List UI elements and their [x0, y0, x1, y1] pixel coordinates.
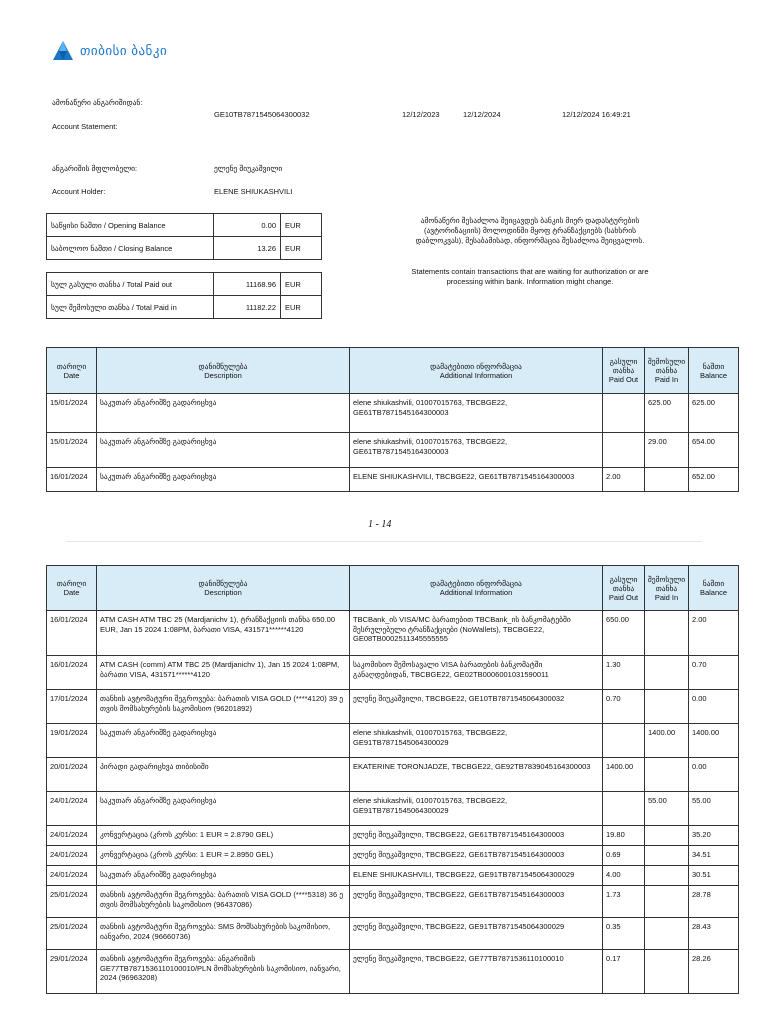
column-header-date: თარიღი Date: [47, 348, 97, 394]
row-balance: 35.20: [689, 826, 739, 846]
row-date: 15/01/2024: [47, 433, 97, 468]
table-row: [47, 394, 739, 433]
account-holder-label-en: Account Holder:: [52, 187, 106, 196]
row-additional-info: elene shiukashvili, 01007015763, TBCBGE22, GE61TB7871545164300003: [350, 433, 603, 468]
total-paid-in-label: სულ შემოსული თანხა / Total Paid in: [47, 296, 214, 319]
row-description: თანხის ავტომატური შეგროვება: SMS მომსახურების საკომისიო, იანვარი, 2024 (96660736): [97, 918, 350, 950]
row-description: კონვერტაცია (კროს კურსი: 1 EUR = 2.8950 GEL): [97, 846, 350, 866]
column-header-paid-out: გასული თანხა Paid Out: [603, 348, 645, 394]
row-balance: 55.00: [689, 792, 739, 826]
row-paid-out: 19.80: [603, 826, 645, 846]
row-date: 19/01/2024: [47, 724, 97, 758]
row-date: 29/01/2024: [47, 950, 97, 994]
row-paid-out: 2.00: [603, 468, 645, 492]
row-date: 24/01/2024: [47, 826, 97, 846]
table-row: [47, 724, 739, 758]
row-additional-info: ELENE SHIUKASHVILI, TBCBGE22, GE91TB7871545064300029: [350, 866, 603, 886]
table-row: [47, 656, 739, 690]
table-row: [47, 846, 739, 866]
column-header-balance: ნაშთი Balance: [689, 566, 739, 611]
row-balance: 654.00: [689, 433, 739, 468]
bank-logo: [52, 40, 167, 62]
row-date: 24/01/2024: [47, 792, 97, 826]
row-description: საკუთარ ანგარიშზე გადარიცხვა: [97, 724, 350, 758]
bank-logo-icon: [52, 40, 74, 62]
row-additional-info: elene shiukashvili, 01007015763, TBCBGE22, GE91TB7871545064300029: [350, 792, 603, 826]
page-number: 1 - 14: [368, 519, 392, 530]
row-additional-info: TBCBank_ის VISA/MC ბარათებით TBCBank_ის ბანკომატებში შესრულებული ტრანზაქციები (NoWallets), TBCBGE22, GE08TB0002511345555555: [350, 611, 603, 656]
column-header-paid-in: შემოსული თანხა Paid In: [645, 566, 689, 611]
total-paid-in-row: [47, 296, 322, 319]
closing-balance-value: 13.26: [214, 237, 281, 260]
row-balance: 1400.00: [689, 724, 739, 758]
row-description: ATM CASH (comm) ATM TBC 25 (Mardjanichv 1), Jan 15 2024 1:08PM, ბარათი VISA, 431571******4120: [97, 656, 350, 690]
row-paid-in: [645, 866, 689, 886]
row-date: 25/01/2024: [47, 886, 97, 918]
table-header-row: [47, 348, 739, 394]
row-description: საკუთარ ანგარიშზე გადარიცხვა: [97, 866, 350, 886]
table-row: [47, 758, 739, 792]
closing-balance-row: [47, 237, 322, 260]
row-paid-in: [645, 656, 689, 690]
row-description: საკუთარ ანგარიშზე გადარიცხვა: [97, 394, 350, 433]
row-additional-info: საკომისიო შემოსავალი VISA ბარათების ბანკომატში განაღდებიდან, TBCBGE22, GE02TB0006001031590011: [350, 656, 603, 690]
column-header-date: თარიღი Date: [47, 566, 97, 611]
account-statement-label-geo: ამონაწერი ანგარიშიდან:: [52, 98, 143, 107]
row-paid-in: 625.00: [645, 394, 689, 433]
table-row: [47, 950, 739, 994]
row-paid-in: [645, 468, 689, 492]
table-row: [47, 826, 739, 846]
row-description: საკუთარ ანგარიშზე გადარიცხვა: [97, 468, 350, 492]
opening-balance-currency: EUR: [281, 214, 322, 237]
column-header-balance: ნაშთი Balance: [689, 348, 739, 394]
row-paid-in: 55.00: [645, 792, 689, 826]
total-paid-out-value: 11168.96: [214, 273, 281, 296]
table-row: [47, 886, 739, 918]
row-paid-out: [603, 724, 645, 758]
total-paid-out-currency: EUR: [281, 273, 322, 296]
row-description: საკუთარ ანგარიშზე გადარიცხვა: [97, 792, 350, 826]
row-balance: 625.00: [689, 394, 739, 433]
closing-balance-label: საბოლოო ნაშთი / Closing Balance: [47, 237, 214, 260]
table-row: [47, 866, 739, 886]
row-paid-out: 650.00: [603, 611, 645, 656]
row-additional-info: ELENE SHIUKASHVILI, TBCBGE22, GE61TB7871545164300003: [350, 468, 603, 492]
row-additional-info: ელენე შიუკაშვილი, TBCBGE22, GE10TB7871545064300032: [350, 690, 603, 724]
row-balance: 0.00: [689, 690, 739, 724]
row-date: 16/01/2024: [47, 468, 97, 492]
row-additional-info: EKATERINE TORONJADZE, TBCBGE22, GE92TB7839045164300003: [350, 758, 603, 792]
row-paid-in: [645, 886, 689, 918]
row-paid-out: 0.17: [603, 950, 645, 994]
row-paid-out: 1.73: [603, 886, 645, 918]
row-additional-info: ელენე შიუკაშვილი, TBCBGE22, GE61TB7871545164300003: [350, 846, 603, 866]
generated-at: 12/12/2024 16:49:21: [562, 110, 631, 119]
transactions-table-page-1: [46, 347, 739, 492]
row-description: თანხის ავტომატური შეგროვება: ბარათის VISA GOLD (****4120) 39 ე თვის მომსახურების საკომისიო (96201892): [97, 690, 350, 724]
row-balance: 2.00: [689, 611, 739, 656]
closing-balance-currency: EUR: [281, 237, 322, 260]
row-additional-info: elene shiukashvili, 01007015763, TBCBGE22, GE91TB7871545064300029: [350, 724, 603, 758]
account-number: GE10TB7871545064300032: [214, 110, 310, 119]
row-paid-in: [645, 846, 689, 866]
table-row: [47, 468, 739, 492]
row-additional-info: ელენე შიუკაშვილი, TBCBGE22, GE77TB7871536110100010: [350, 950, 603, 994]
row-paid-in: [645, 950, 689, 994]
account-holder-name-en: ELENE SHIUKASHVILI: [214, 187, 293, 196]
row-balance: 28.26: [689, 950, 739, 994]
account-statement-label-en: Account Statement:: [52, 122, 118, 131]
total-paid-out-label: სულ გასული თანხა / Total Paid out: [47, 273, 214, 296]
table-row: [47, 918, 739, 950]
column-header-description: დანიშნულება Description: [97, 348, 350, 394]
table-row: [47, 433, 739, 468]
column-header-additional-info: დამატებითი ინფორმაცია Additional Information: [350, 348, 603, 394]
row-paid-in: 1400.00: [645, 724, 689, 758]
row-paid-out: [603, 433, 645, 468]
row-date: 15/01/2024: [47, 394, 97, 433]
row-description: საკუთარ ანგარიშზე გადარიცხვა: [97, 433, 350, 468]
balance-table-opening-closing: [46, 213, 322, 260]
row-paid-out: 1400.00: [603, 758, 645, 792]
row-paid-out: [603, 394, 645, 433]
row-paid-out: [603, 792, 645, 826]
opening-balance-label: საწყისი ნაშთი / Opening Balance: [47, 214, 214, 237]
row-paid-out: 1.30: [603, 656, 645, 690]
row-description: კონვერტაცია (კროს კურსი: 1 EUR = 2.8790 GEL): [97, 826, 350, 846]
row-balance: 30.51: [689, 866, 739, 886]
row-date: 20/01/2024: [47, 758, 97, 792]
row-additional-info: elene shiukashvili, 01007015763, TBCBGE22, GE61TB7871545164300003: [350, 394, 603, 433]
column-header-paid-out: გასული თანხა Paid Out: [603, 566, 645, 611]
column-header-additional-info: დამატებითი ინფორმაცია Additional Information: [350, 566, 603, 611]
notice-geo: ამონაწერი შესაძლოა შეიცავდეს ბანკის მიერ დადასტურების (ავტორიზაციის) მოლოდინში მყოფ ტრანზაქციებს (სახსრის დაბლოკვას), შესაბამისად, ინფორმაცია შესაძლოა შეიცვალოს.: [415, 216, 645, 245]
row-additional-info: ელენე შიუკაშვილი, TBCBGE22, GE91TB7871545064300029: [350, 918, 603, 950]
table-header-row: [47, 566, 739, 611]
row-date: 16/01/2024: [47, 656, 97, 690]
transactions-table-page-2: [46, 565, 739, 994]
row-balance: 0.70: [689, 656, 739, 690]
column-header-paid-in: შემოსული თანხა Paid In: [645, 348, 689, 394]
page-separator: [66, 541, 702, 542]
opening-balance-row: [47, 214, 322, 237]
row-balance: 0.00: [689, 758, 739, 792]
row-date: 24/01/2024: [47, 846, 97, 866]
row-paid-in: [645, 690, 689, 724]
row-balance: 28.43: [689, 918, 739, 950]
row-description: პირადი გადარიცხვა თიბისიში: [97, 758, 350, 792]
row-balance: 652.00: [689, 468, 739, 492]
total-paid-in-currency: EUR: [281, 296, 322, 319]
total-paid-in-value: 11182.22: [214, 296, 281, 319]
row-paid-out: 0.35: [603, 918, 645, 950]
column-header-description: დანიშნულება Description: [97, 566, 350, 611]
row-description: თანხის ავტომატური შეგროვება: ბარათის VISA GOLD (****5318) 36 ე თვის მომსახურების საკომისიო (96437086): [97, 886, 350, 918]
row-paid-in: [645, 918, 689, 950]
date-to: 12/12/2024: [463, 110, 501, 119]
date-from: 12/12/2023: [402, 110, 440, 119]
row-date: 24/01/2024: [47, 866, 97, 886]
row-balance: 28.78: [689, 886, 739, 918]
row-balance: 34.51: [689, 846, 739, 866]
account-holder-name-geo: ელენე შიუკაშვილი: [214, 164, 283, 173]
opening-balance-value: 0.00: [214, 214, 281, 237]
row-date: 16/01/2024: [47, 611, 97, 656]
notice-en: Statements contain transactions that are waiting for authorization or are processing within bank. Information might change.: [411, 267, 649, 286]
row-description: თანხის ავტომატური შეგროვება: ანგარიშის GE77TB7871536110100010/PLN მომსახურების საკომისიო, იანვარი, 2024 (96963208): [97, 950, 350, 994]
row-additional-info: ელენე შიუკაშვილი, TBCBGE22, GE61TB7871545164300003: [350, 826, 603, 846]
row-paid-out: 0.69: [603, 846, 645, 866]
row-date: 17/01/2024: [47, 690, 97, 724]
row-paid-out: 0.70: [603, 690, 645, 724]
row-paid-in: [645, 611, 689, 656]
total-paid-out-row: [47, 273, 322, 296]
row-paid-out: 4.00: [603, 866, 645, 886]
row-additional-info: ელენე შიუკაშვილი, TBCBGE22, GE61TB7871545164300003: [350, 886, 603, 918]
row-description: ATM CASH ATM TBC 25 (Mardjanichv 1), ტრანზაქციის თანხა 650.00 EUR, Jan 15 2024 1:08PM, ბარათი VISA, 431571******4120: [97, 611, 350, 656]
row-paid-in: [645, 826, 689, 846]
table-row: [47, 792, 739, 826]
row-paid-in: [645, 758, 689, 792]
table-row: [47, 611, 739, 656]
account-holder-label-geo: ანგარიშის მფლობელი:: [52, 164, 138, 173]
bank-name: თიბისი ბანკი: [80, 43, 168, 58]
balance-table-totals: [46, 272, 322, 319]
table-row: [47, 690, 739, 724]
row-date: 25/01/2024: [47, 918, 97, 950]
row-paid-in: 29.00: [645, 433, 689, 468]
